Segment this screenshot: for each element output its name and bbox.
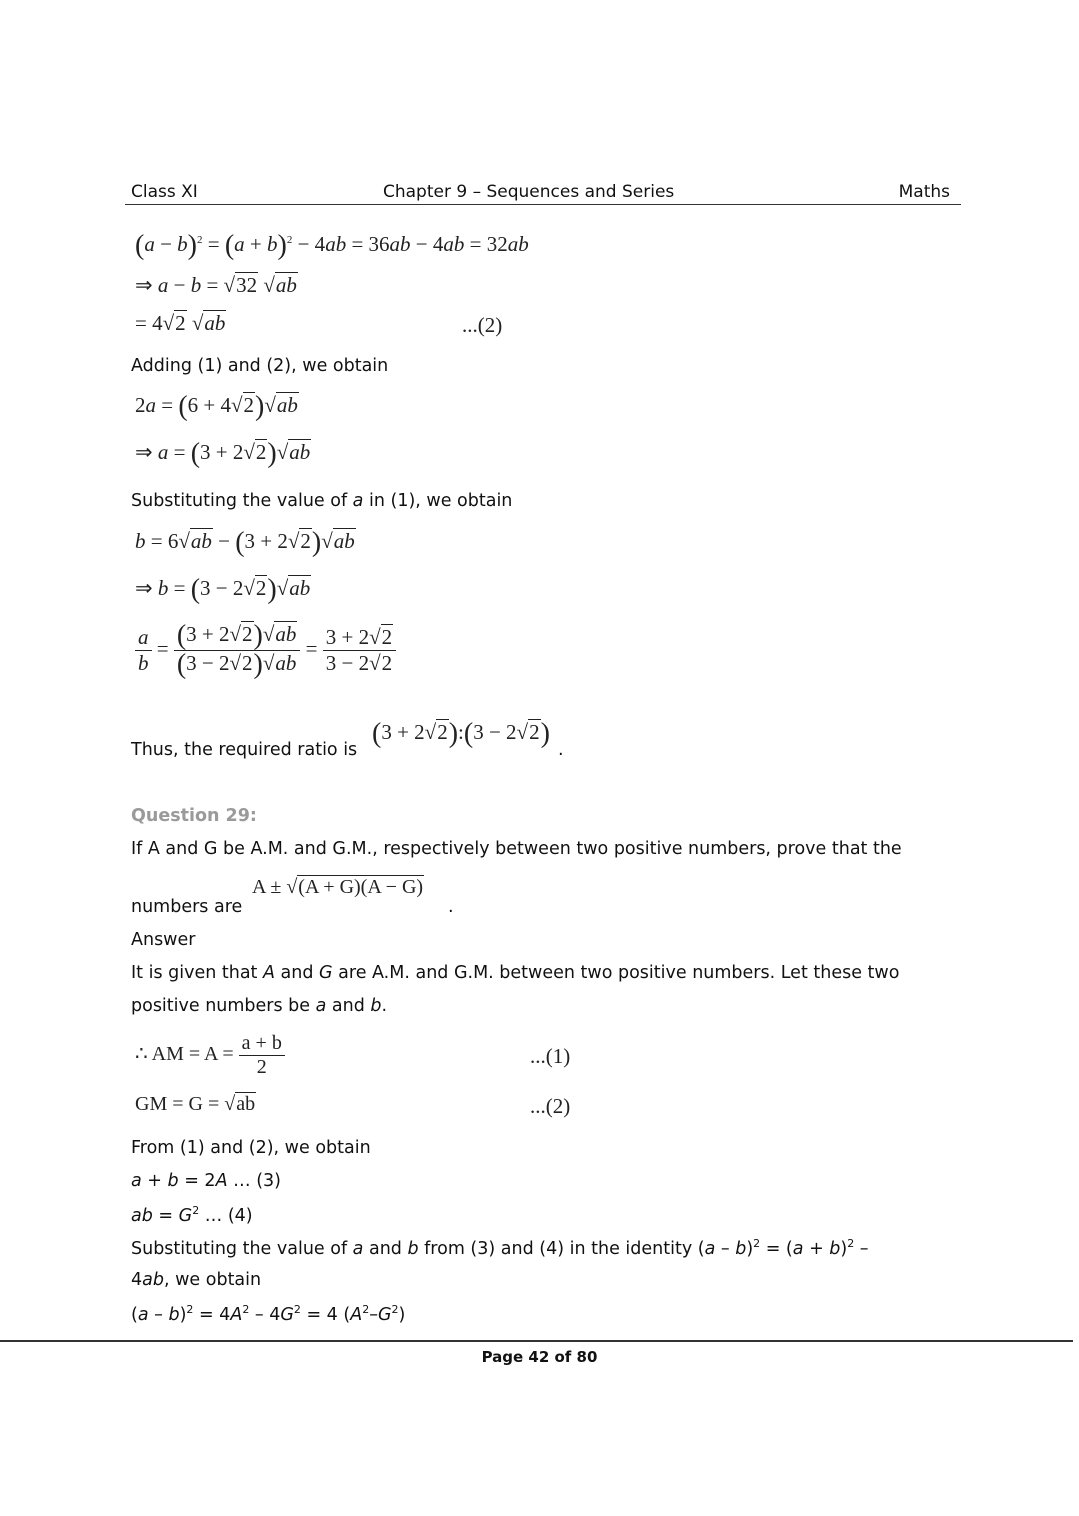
question-period: . [448,897,454,917]
equation-number-2: ...(2) [462,313,503,337]
question-text-line1: If A and G be A.M. and G.M., respectively between two positive numbers, prove that the [131,839,902,859]
am-equation-number: ...(1) [530,1044,571,1068]
equation-3-line: a + b = 2A … (3) [131,1171,281,1191]
ratio-period: . [558,740,564,760]
header-class: Class XI [131,182,198,202]
substituting-text [131,491,512,511]
answer-label: Answer [131,930,196,950]
equation-4root2: = 4√2 √ab [135,311,226,335]
equation-2a: 2a = (6 + 4√2)√ab [135,391,298,422]
equation-4-line: ab = $G^2$ … (4) [131,1204,253,1226]
from-text: From (1) and (2), we obtain [131,1138,371,1158]
equation-diff-squared: $(a - b)^2 = (a + b)^2 - 4ab = 36ab - 4ab = 32ab$ [135,230,529,261]
equation-a-minus-b: ⇒ a − b = √32 √ab [135,273,297,297]
subst-pre: Substituting the value of [131,491,353,511]
ratio-expression: (3 + 2√2):(3 − 2√2) [372,718,550,749]
question-expression: A ± √(A + G)(A − G) [252,876,424,898]
equation-a: ⇒ a = (3 + 2√2)√ab [135,438,311,469]
equation-ratio-fraction: $\frac{a}{b}$ = $\frac{(3 + 2√2)√ab}{(3 - 2√2)√ab}$ = $\frac{3 + 2√2}{3 - 2√2}$ [135,622,396,679]
gm-equation-number: ...(2) [530,1094,571,1118]
substitution-line2: 4ab, we obtain [131,1270,262,1290]
page-header [125,182,961,205]
equation-b-simplified: ⇒ b = (3 − 2√2)√ab [135,574,311,605]
final-equation-line: $(a - b)^2 = 4A^2 - 4G^2 = 4$ $(A^2-G^2)$ [131,1303,406,1325]
header-subject: Maths [898,182,950,202]
footer-divider [0,1340,1073,1342]
substitution-line1: Substituting the value of a and b from (3) and (4) in the identity $(a - b)^2 = (a + b)^2$ – [131,1237,869,1259]
am-equation: ∴ AM = A = $\frac{a + b}{2}$ [135,1032,285,1079]
ratio-text: Thus, the required ratio is [131,740,358,760]
page-number: Page 42 of 80 [481,1348,598,1366]
subst-post: in (1), we obtain [363,491,513,511]
subst-var: a [352,491,364,511]
equation-b: b = 6√ab − (3 + 2√2)√ab [135,527,355,558]
header-chapter: Chapter 9 – Sequences and Series [383,182,675,202]
gm-equation: GM = G = √ab [135,1093,256,1115]
question-title: Question 29: [131,806,257,826]
question-text-line2: numbers are [131,897,243,917]
answer-text-line1: It is given that A and G are A.M. and G.M. between two positive numbers. Let these two [131,963,900,983]
answer-text-line2: positive numbers be a and b. [131,996,388,1016]
adding-text: Adding (1) and (2), we obtain [131,356,389,376]
